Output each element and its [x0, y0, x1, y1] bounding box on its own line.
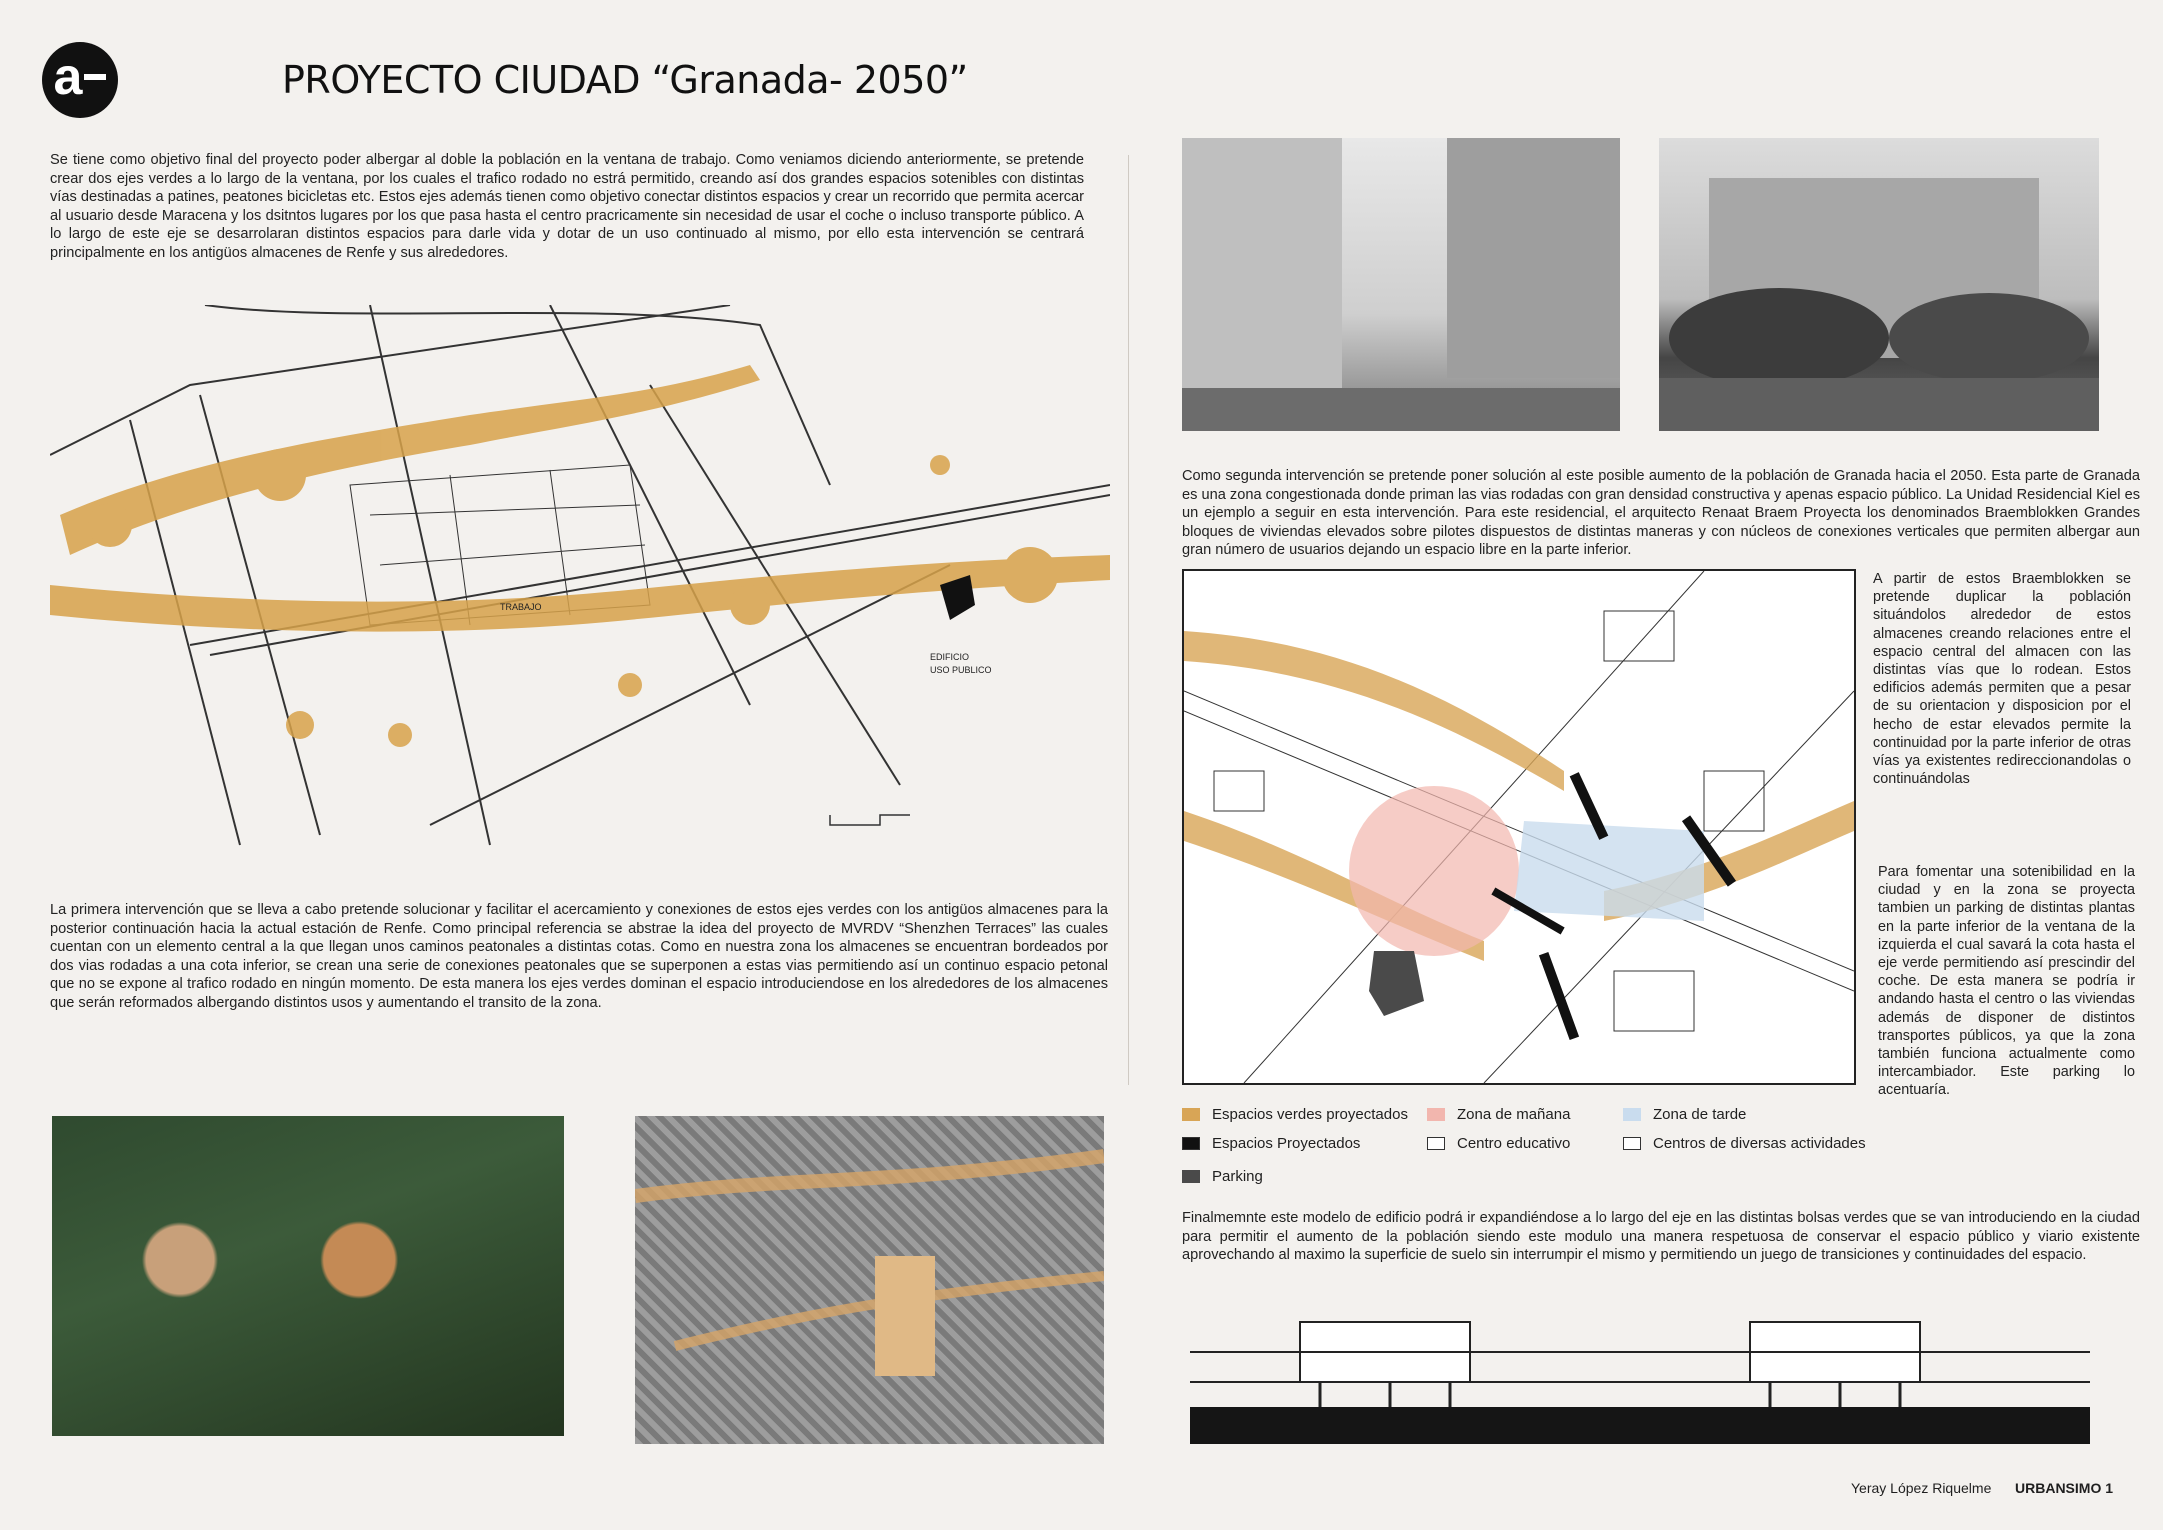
- footer-author: Yeray López Riquelme: [1851, 1480, 1992, 1496]
- tree-cluster: [730, 585, 770, 625]
- tree-cluster: [388, 723, 412, 747]
- legend-label: Zona de tarde: [1653, 1106, 1747, 1123]
- photo-2-drawing: [1659, 138, 2099, 431]
- plan-block: [1614, 971, 1694, 1031]
- building-block: [1182, 138, 1342, 388]
- tree-cluster: [286, 711, 314, 739]
- central-element: [875, 1256, 935, 1376]
- legend-item: [1182, 1106, 1408, 1123]
- side-paragraph-1: A partir de estos Braemblokken se pretende duplicar la población situándolos alrededor de estos almacenes creando relaciones entre el espacio central del almacen con las distintas vías que lo rodean. Estos edificios además permiten que a pesar de su orientacion y disposicion por el hecho de estar elevados permite la continuidad por la parte inferior de otras vías ya existentes redireccionandolas o continuándolas: [1873, 571, 2131, 788]
- site-plan-svg: [1184, 571, 1854, 1083]
- legend-item: [1427, 1106, 1570, 1123]
- label-trabajo: TRABAJO: [500, 602, 542, 612]
- ground: [1182, 388, 1620, 431]
- scale-bar: [830, 815, 910, 825]
- logo: [42, 42, 118, 118]
- photo-1-drawing: [1182, 138, 1620, 431]
- intervention-two-paragraph: Como segunda intervención se pretende poner solución al este posible aumento de la población de Granada hacia el 2050. Esta parte de Granada es una zona congestionada donde priman las vias rodadas con gran densidad constructiva y apenas espacio público. La Unidad Residencial Kiel es un ejemplo a seguir en esta intervención. Para este residencial, el arquitecto Renaat Braem Proyecta los denominados Braemblokken Grandes bloques de viviendas elevados sobre pilotes dispuestos de distintas maneras y con núcleos de conexiones verticales que permiten albergar aun gran número de usuarios dejando un espacio libre en la parte inferior.: [1182, 468, 2140, 559]
- tree-cluster: [88, 503, 132, 547]
- label-uso-publico: USO PUBLICO: [930, 665, 992, 675]
- building-block: [1447, 138, 1620, 378]
- plan-block: [1604, 611, 1674, 661]
- tree-mass: [1669, 288, 1889, 388]
- section-svg: [1190, 1312, 2090, 1444]
- legend-item: [1427, 1135, 1570, 1152]
- legend-item: [1182, 1135, 1360, 1152]
- legend-label: Espacios Proyectados: [1212, 1135, 1361, 1152]
- intro-paragraph: Se tiene como objetivo final del proyecto poder albergar al doble la población en la ventana de trabajo. Como veniamos diciendo anteriormente, se pretende crear dos ejes verdes a lo largo de la ventana, por los cuales el trafico rodado no estrá permitido, creando así dos grandes espacios sotenibles con distintas vías destinadas a patines, peatones bicicletas etc. Estos ejes además tienen como objetivo conectar distintos espacios y crear un recorrido que permita acercar al usuario desde Maracena y los dsitntos lugares por los que pasa hasta el centro pracricamente sin necesidad de usar el coche o incluso transporte público. A lo largo de este eje se desarrolaran distintos espacios para darle vida y dotar de un uso continuado al mismo, por ello esta intervención se centrará principalmente en los antigüos almacenes de Renfe y sus alrededores.: [50, 152, 1084, 261]
- legend-item: [1623, 1106, 1746, 1123]
- plan-block: [1214, 771, 1264, 811]
- tree-mass: [1889, 293, 2089, 383]
- sketch-map-svg: [50, 305, 1110, 850]
- site-plan: [1182, 569, 1856, 1085]
- legend-label: Espacios verdes proyectados: [1212, 1106, 1408, 1123]
- legend-item: [1623, 1135, 1866, 1152]
- morning-zone: [1349, 786, 1519, 956]
- legend-swatch: [1182, 1170, 1200, 1183]
- sketch-map: [50, 305, 1110, 850]
- legend-swatch: [1623, 1137, 1641, 1150]
- page-title: PROYECTO CIUDAD “Granada- 2050”: [282, 58, 968, 102]
- label-edificio: EDIFICIO: [930, 652, 970, 662]
- legend-swatch: [1623, 1108, 1641, 1121]
- tree-cluster: [254, 449, 306, 501]
- column-divider: [1128, 155, 1129, 1085]
- logo-dash: [84, 74, 106, 80]
- legend-label: Centros de diversas actividades: [1653, 1135, 1866, 1152]
- legend-label: Parking: [1212, 1168, 1263, 1185]
- tree-cluster: [930, 455, 950, 475]
- final-paragraph: Finalmemnte este modelo de edificio podrá ir expandiéndose a lo largo del eje en las distintas bolsas verdes que se van introduciendo en la ciudad para permitir el aumento de la población siendo este modulo una manera respetuosa de conservar el espacio público y viario existente aprovechando al maximo la superficie de suelo sin interrumpir el mismo y permitiendo un juego de transiciones y continuidades del espacio.: [1182, 1210, 2140, 1264]
- legend: [1182, 1106, 1882, 1186]
- side-paragraph-2: Para fomentar una sotenibilidad en la ciudad y en la zona se proyecta tambien un parking de distintas plantas en la parte inferior de la ventana de la izquierda el cual savará la cota hasta el eje verde permitiendo así prescindir del coche. De esta manera se podría ir andando hasta el centro o las viviendas además de disponer de distintos transportes públicos, ya que la zona también funciona actualmente como intercambiador. Este parking lo acentuaría.: [1878, 864, 2135, 1099]
- lawn: [1659, 378, 2099, 431]
- logo-letter: a: [53, 48, 81, 106]
- aerial-overlay: [635, 1116, 1104, 1444]
- ground-section: [1190, 1407, 2090, 1444]
- footer-course: URBANSIMO 1: [2015, 1480, 2114, 1496]
- legend-item: [1182, 1168, 1263, 1185]
- second-paragraph: La primera intervención que se lleva a cabo pretende solucionar y facilitar el acercamiento y conexiones de estos ejes verdes con los antigüos almacenes para la posterior continuación hacia la actual estación de Renfe. Como principal referencia se abstrae la idea del proyecto de MVRDV “Shenzhen Terraces” las cuales cuentan con un elemento central a la que llegan unos caminos peatonales a distintas cotas. Como en nuestra zona los almacenes se encuentran bordeados por dos vias rodadas a una cota inferior, se crean una serie de conexiones peatonales que se superponen a estas vias permitiendo así un continuo espacio petonal que no se expone al trafico rodado en ningún momento. De esta manera los ejes verdes dominan el espacio introduciendose en los alrededores de los almacenes que serán reformados albergando distintos usos y aumentando el transito de la zona.: [50, 902, 1108, 1011]
- road-line: [550, 305, 750, 705]
- walkway-overlay: [635, 1156, 1104, 1196]
- parking-block: [1369, 951, 1424, 1016]
- green-axis-north: [60, 365, 760, 555]
- aerial-photo: [635, 1116, 1104, 1444]
- braemblokken-photo-2: [1659, 138, 2099, 431]
- road-line: [370, 305, 490, 845]
- projected-block: [1539, 952, 1579, 1040]
- section-drawing: [1190, 1312, 2090, 1444]
- plan-block: [1704, 771, 1764, 831]
- green-axis: [1184, 631, 1564, 791]
- legend-swatch: [1182, 1108, 1200, 1121]
- afternoon-zone: [1514, 821, 1704, 921]
- legend-swatch: [1427, 1108, 1445, 1121]
- shenzhen-terraces-render: [52, 1116, 564, 1436]
- legend-swatch: [1182, 1137, 1200, 1150]
- legend-label: Zona de mañana: [1457, 1106, 1571, 1123]
- tree-cluster: [1002, 547, 1058, 603]
- legend-swatch: [1427, 1137, 1445, 1150]
- tree-cluster: [618, 673, 642, 697]
- legend-label: Centro educativo: [1457, 1135, 1571, 1152]
- braemblokken-photo-1: [1182, 138, 1620, 431]
